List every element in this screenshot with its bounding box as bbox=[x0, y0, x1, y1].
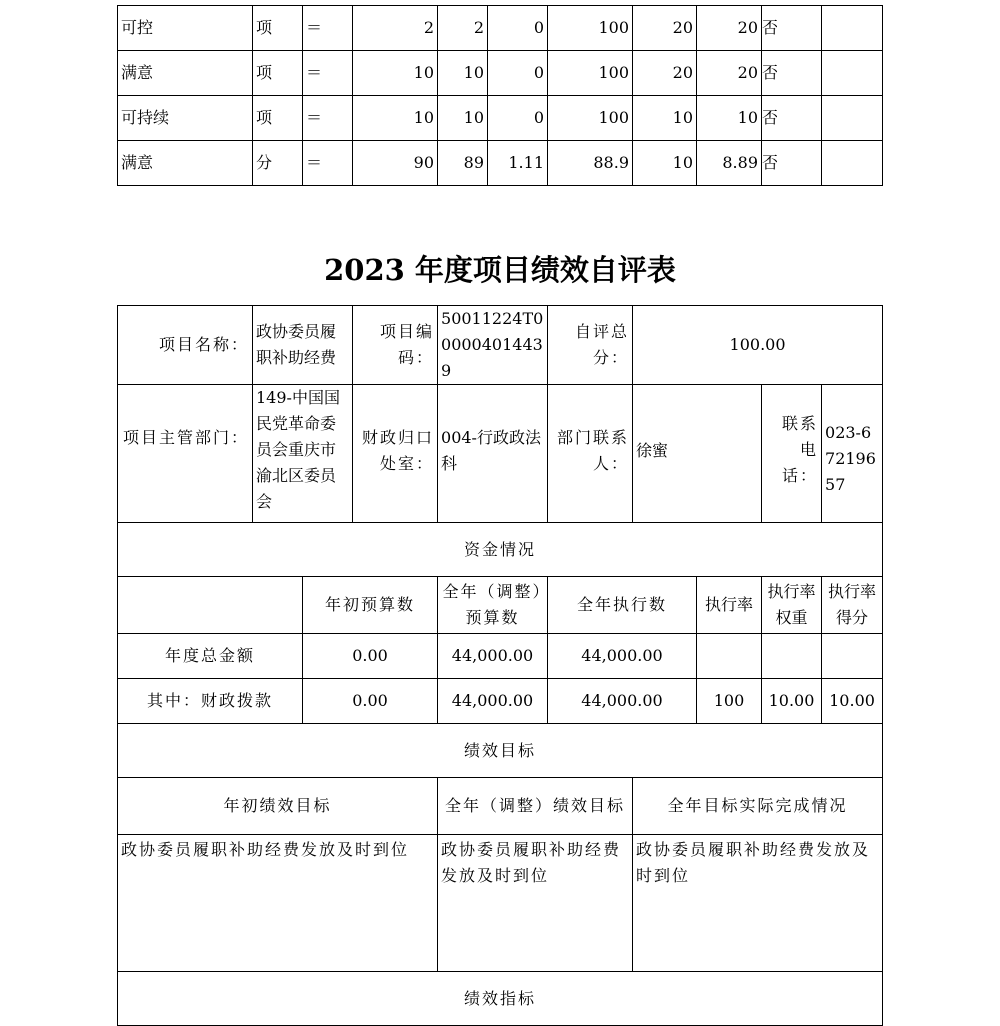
indicator-row bbox=[118, 96, 883, 141]
indicator-target: 2 bbox=[353, 6, 438, 51]
indicator-name: 可持续 bbox=[118, 96, 253, 141]
indicator-row bbox=[118, 141, 883, 186]
indicator-score: 20 bbox=[697, 6, 762, 51]
phone: 023-67219657 bbox=[822, 385, 883, 523]
self-score: 100.00 bbox=[633, 306, 883, 385]
indicator-operator: ＝ bbox=[303, 141, 353, 186]
funds-row-executed: 44,000.00 bbox=[548, 634, 697, 679]
indicator-deviation: 0 bbox=[488, 96, 548, 141]
indicator-score: 10 bbox=[697, 96, 762, 141]
indicators-section-title: 绩效指标 bbox=[118, 972, 883, 1026]
indicator-actual: 2 bbox=[438, 6, 488, 51]
indicator-note bbox=[822, 51, 883, 96]
dept-label: 项目主管部门： bbox=[118, 385, 253, 523]
office-label: 财政归口处室： bbox=[353, 385, 438, 523]
indicator-actual: 10 bbox=[438, 51, 488, 96]
office: 004-行政政法科 bbox=[438, 385, 548, 523]
funds-row-score: 10.00 bbox=[822, 679, 883, 724]
funds-header-adjusted: 全年（调整）预算数 bbox=[438, 577, 548, 634]
indicator-weight: 20 bbox=[633, 6, 697, 51]
project-name: 政协委员履职补助经费 bbox=[253, 306, 353, 385]
funds-row-adjusted: 44,000.00 bbox=[438, 679, 548, 724]
project-name-label: 项目名称： bbox=[118, 306, 253, 385]
project-code: 50011224T000004014439 bbox=[438, 306, 548, 385]
indicator-target: 10 bbox=[353, 96, 438, 141]
indicator-actual: 10 bbox=[438, 96, 488, 141]
funds-row-initial: 0.00 bbox=[303, 634, 438, 679]
funds-row-weight: 10.00 bbox=[762, 679, 822, 724]
funds-header-weight: 执行率权重 bbox=[762, 577, 822, 634]
indicator-operator: ＝ bbox=[303, 51, 353, 96]
indicator-flag: 否 bbox=[762, 51, 822, 96]
indicator-rate: 100 bbox=[548, 96, 633, 141]
funds-row-rate bbox=[697, 634, 762, 679]
indicator-row bbox=[118, 6, 883, 51]
funds-row-label: 年度总金额 bbox=[118, 634, 303, 679]
self-score-label: 自评总分： bbox=[548, 306, 633, 385]
funds-header-executed: 全年执行数 bbox=[548, 577, 697, 634]
indicator-target: 90 bbox=[353, 141, 438, 186]
funds-header-rate: 执行率 bbox=[697, 577, 762, 634]
goal-adjusted-value: 政协委员履职补助经费发放及时到位 bbox=[438, 835, 633, 972]
goal-actual-value: 政协委员履职补助经费发放及时到位 bbox=[633, 835, 883, 972]
indicator-weight: 10 bbox=[633, 141, 697, 186]
indicator-note bbox=[822, 96, 883, 141]
funds-header-blank bbox=[118, 577, 303, 634]
indicator-weight: 20 bbox=[633, 51, 697, 96]
indicator-score: 20 bbox=[697, 51, 762, 96]
indicator-rate: 100 bbox=[548, 51, 633, 96]
funds-section-title: 资金情况 bbox=[118, 523, 883, 577]
indicator-name: 可控 bbox=[118, 6, 253, 51]
self-evaluation-table bbox=[117, 305, 883, 1026]
indicator-rate: 88.9 bbox=[548, 141, 633, 186]
indicator-unit: 分 bbox=[253, 141, 303, 186]
goals-section-title: 绩效目标 bbox=[118, 724, 883, 778]
indicator-score: 8.89 bbox=[697, 141, 762, 186]
funds-row-executed: 44,000.00 bbox=[548, 679, 697, 724]
indicator-deviation: 0 bbox=[488, 51, 548, 96]
indicator-operator: ＝ bbox=[303, 96, 353, 141]
funds-row-score bbox=[822, 634, 883, 679]
indicator-note bbox=[822, 141, 883, 186]
funds-header-initial: 年初预算数 bbox=[303, 577, 438, 634]
funds-row-rate: 100 bbox=[697, 679, 762, 724]
contact: 徐蜜 bbox=[633, 385, 762, 523]
contact-label: 部门联系人： bbox=[548, 385, 633, 523]
indicator-weight: 10 bbox=[633, 96, 697, 141]
phone-label: 联系电话： bbox=[762, 385, 822, 523]
indicator-name: 满意 bbox=[118, 51, 253, 96]
indicator-operator: ＝ bbox=[303, 6, 353, 51]
goal-initial-value: 政协委员履职补助经费发放及时到位 bbox=[118, 835, 438, 972]
goals-header-adjusted: 全年（调整）绩效目标 bbox=[438, 778, 633, 835]
funds-row-initial: 0.00 bbox=[303, 679, 438, 724]
project-code-label: 项目编码： bbox=[353, 306, 438, 385]
indicator-deviation: 0 bbox=[488, 6, 548, 51]
goals-header-actual: 全年目标实际完成情况 bbox=[633, 778, 883, 835]
funds-header-score: 执行率得分 bbox=[822, 577, 883, 634]
indicator-table-continued bbox=[117, 5, 883, 186]
indicator-rate: 100 bbox=[548, 6, 633, 51]
dept: 149-中国国民党革命委员会重庆市渝北区委员会 bbox=[253, 385, 353, 523]
indicator-flag: 否 bbox=[762, 141, 822, 186]
indicator-note bbox=[822, 6, 883, 51]
goals-header-initial: 年初绩效目标 bbox=[118, 778, 438, 835]
indicator-unit: 项 bbox=[253, 51, 303, 96]
indicator-deviation: 1.11 bbox=[488, 141, 548, 186]
indicator-flag: 否 bbox=[762, 96, 822, 141]
page-title: 2023 年度项目绩效自评表 bbox=[324, 253, 676, 287]
indicator-flag: 否 bbox=[762, 6, 822, 51]
funds-row-label: 其中：财政拨款 bbox=[118, 679, 303, 724]
indicator-row bbox=[118, 51, 883, 96]
funds-row-weight bbox=[762, 634, 822, 679]
indicator-name: 满意 bbox=[118, 141, 253, 186]
indicator-unit: 项 bbox=[253, 6, 303, 51]
indicator-target: 10 bbox=[353, 51, 438, 96]
indicator-unit: 项 bbox=[253, 96, 303, 141]
funds-row-adjusted: 44,000.00 bbox=[438, 634, 548, 679]
indicator-actual: 89 bbox=[438, 141, 488, 186]
